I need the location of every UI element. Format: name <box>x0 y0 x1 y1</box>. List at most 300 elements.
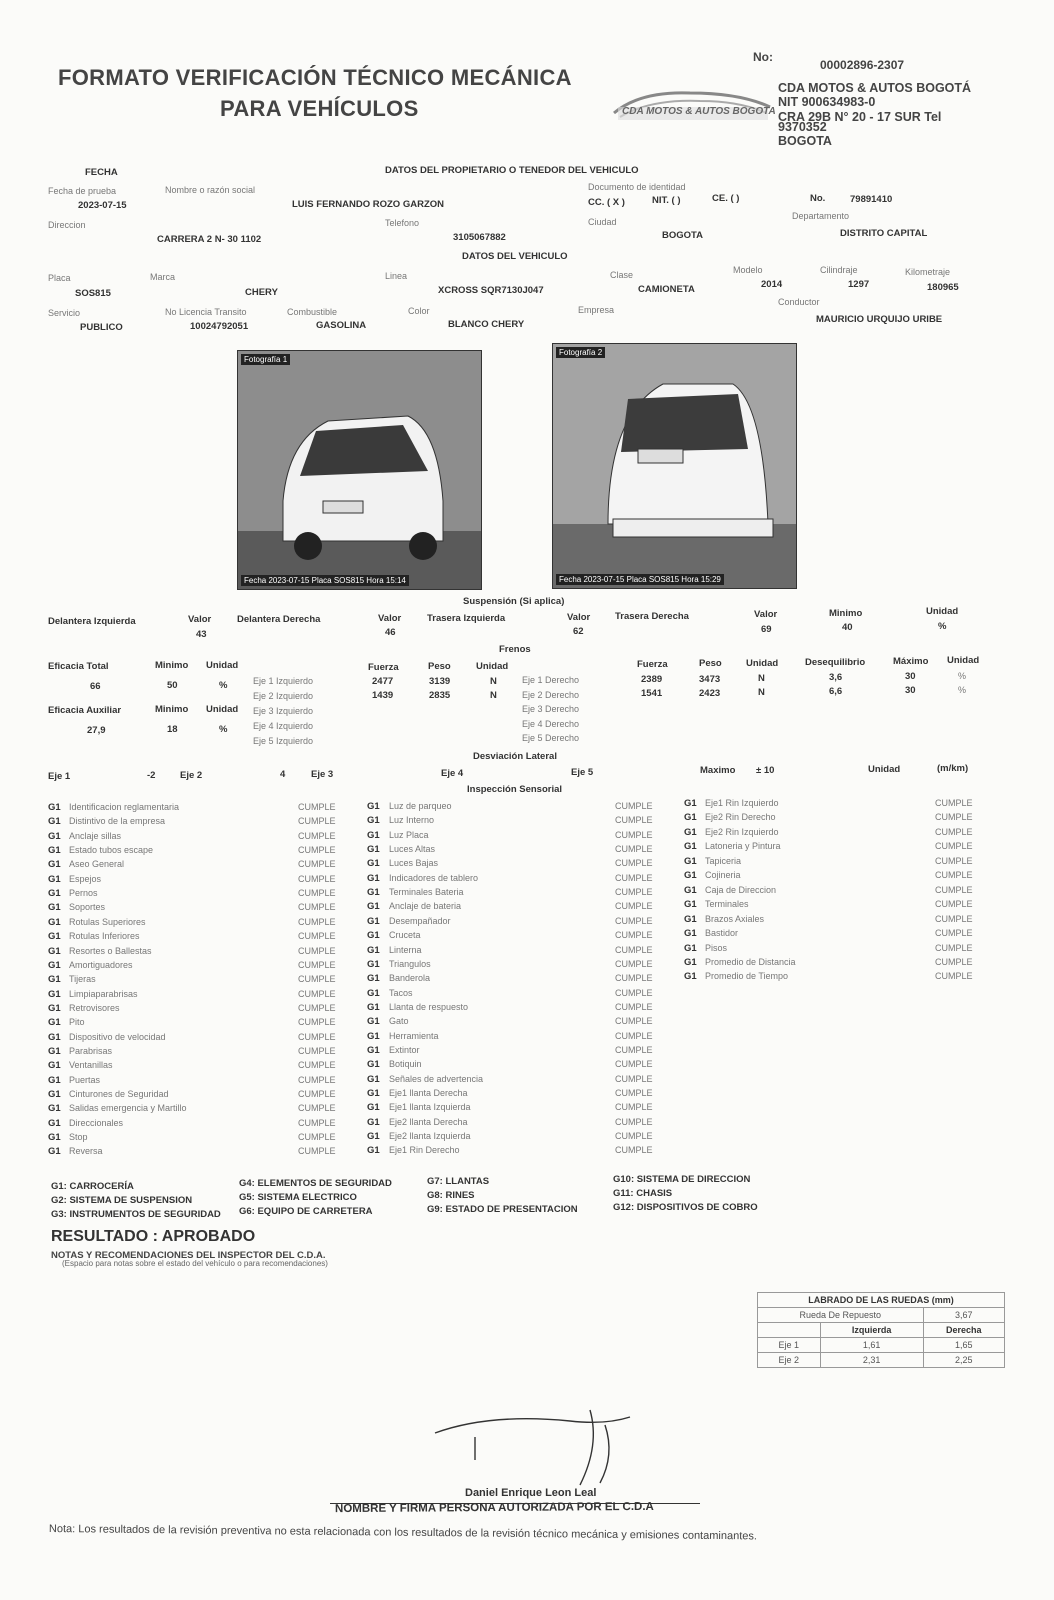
inspection-group-code: G1 <box>48 1017 61 1029</box>
brake-left-unidad: N <box>490 676 497 687</box>
susp-del-der-value: 46 <box>385 627 396 638</box>
eficacia-aux-unit: % <box>219 724 228 735</box>
inspection-group-code: G1 <box>367 1131 380 1143</box>
clase-value: CAMIONETA <box>638 284 695 295</box>
inspection-group-code: G1 <box>367 829 380 841</box>
modelo-label: Modelo <box>733 265 763 275</box>
inspection-item: Eje2 Rin Derecho <box>705 812 776 823</box>
placa-value: SOS815 <box>75 288 111 299</box>
dev-eje5-label: Eje 5 <box>571 767 594 778</box>
inspection-item: Banderola <box>389 973 431 984</box>
inspection-result: CUMPLE <box>298 916 336 927</box>
eficacia-total-value: 66 <box>90 681 101 692</box>
inspection-group-code: G1 <box>367 872 380 884</box>
doc-no-label: No. <box>810 193 826 204</box>
inspection-result: CUMPLE <box>615 829 653 840</box>
fecha-value: 2023-07-15 <box>78 200 127 211</box>
inspection-group-code: G1 <box>48 816 61 828</box>
inspection-result: CUMPLE <box>298 945 336 956</box>
licencia-label: No Licencia Transito <box>165 307 247 317</box>
inspection-item: Anclaje de bateria <box>389 901 462 912</box>
car-front-icon <box>238 351 481 589</box>
tread-spare-value: 3,67 <box>923 1308 1004 1323</box>
color-label: Color <box>408 306 430 316</box>
inspection-item: Luz Placa <box>389 829 429 840</box>
inspection-result: CUMPLE <box>298 1031 336 1042</box>
susp-valor-label: Valor <box>188 614 212 625</box>
inspection-result: CUMPLE <box>615 1116 653 1127</box>
susp-minimo-label: Minimo <box>829 608 863 619</box>
fecha-label: Fecha de prueba <box>48 186 117 196</box>
empresa-label: Empresa <box>578 305 615 315</box>
brake-right-peso: 2423 <box>699 688 721 699</box>
susp-tras-der-label: Trasera Derecha <box>615 611 689 622</box>
vehicle-section-title: DATOS DEL VEHICULO <box>462 251 568 262</box>
inspection-result: CUMPLE <box>615 1030 653 1041</box>
tread-der: 1,65 <box>923 1338 1004 1353</box>
inspection-result: CUMPLE <box>615 987 653 998</box>
conductor-value: MAURICIO URQUIJO URIBE <box>816 314 943 325</box>
inspection-item: Anclaje sillas <box>69 830 122 841</box>
susp-del-izq-label: Delantera Izquierda <box>48 616 136 627</box>
inspection-group-code: G1 <box>48 830 61 842</box>
marca-value: CHERY <box>245 287 278 298</box>
tread-title: LABRADO DE LAS RUEDAS (mm) <box>758 1293 1005 1308</box>
inspection-result: CUMPLE <box>615 1088 653 1098</box>
photo-tag: Fotografía 2 <box>556 347 605 358</box>
brakes-unidad-max-label: Unidad <box>947 655 980 666</box>
dev-eje3-label: Eje 3 <box>311 769 334 780</box>
signature-mark <box>430 1405 660 1490</box>
brakes-title: Frenos <box>499 644 531 655</box>
inspection-item: Llanta de respuesto <box>389 1001 469 1012</box>
inspection-group-code: G1 <box>367 844 380 856</box>
inspection-item: Indicadores de tablero <box>389 872 479 883</box>
depto-label: Departamento <box>792 211 850 221</box>
inspection-result: CUMPLE <box>615 815 653 826</box>
inspection-group-code: G1 <box>367 1088 380 1099</box>
inspection-result: CUMPLE <box>935 928 973 939</box>
modelo-value: 2014 <box>761 279 783 290</box>
inspection-result: CUMPLE <box>298 1103 336 1114</box>
eje-left-label: Eje 4 Izquierdo <box>253 721 314 731</box>
inspection-result: CUMPLE <box>298 845 336 856</box>
inspection-group-code: G1 <box>684 942 697 954</box>
inspection-group-code: G1 <box>48 1060 61 1072</box>
eje-right-label: Eje 1 Derecho <box>522 675 580 685</box>
inspection-result: CUMPLE <box>615 1131 653 1142</box>
cda-logo <box>610 85 778 125</box>
legend-entry: G1: CARROCERÍA <box>51 1181 134 1192</box>
inspection-result: CUMPLE <box>298 988 336 999</box>
inspection-group-code: G1 <box>684 899 697 911</box>
name-label: Nombre o razón social <box>165 185 256 195</box>
inspection-result: CUMPLE <box>298 873 336 884</box>
inspection-group-code: G1 <box>684 956 697 968</box>
inspection-group-code: G1 <box>48 1089 61 1100</box>
signature-icon <box>430 1405 660 1490</box>
eficacia-unit-label: Unidad <box>206 660 239 671</box>
inspection-group-code: G1 <box>684 928 697 940</box>
inspection-result: CUMPLE <box>935 812 973 823</box>
inspection-group-code: G1 <box>367 1102 380 1114</box>
eficacia-aux-label: Eficacia Auxiliar <box>48 705 122 716</box>
brakes-fuerza-left-label: Fuerza <box>368 662 399 673</box>
inspection-group-code: G1 <box>367 887 380 899</box>
km-label: Kilometraje <box>905 267 951 277</box>
inspection-item: Reversa <box>69 1146 103 1157</box>
susp-unidad-label: Unidad <box>926 606 959 617</box>
brake-right-unidad: N <box>758 687 765 698</box>
inspection-group-code: G1 <box>48 931 61 943</box>
legend-entry: G4: ELEMENTOS DE SEGURIDAD <box>239 1178 392 1189</box>
logo-text: CDA MOTOS & AUTOS BOGOTA <box>622 106 776 117</box>
eficacia-total-unit: % <box>219 680 228 691</box>
inspection-result: CUMPLE <box>615 944 653 955</box>
eje-left-label: Eje 3 Izquierdo <box>253 706 314 716</box>
inspection-item: Tapiceria <box>705 855 742 866</box>
inspection-item: Promedio de Tiempo <box>705 971 789 982</box>
inspection-group-code: G1 <box>684 826 697 838</box>
legend-entry: G12: DISPOSITIVOS DE COBRO <box>613 1202 758 1213</box>
inspection-group-code: G1 <box>367 944 380 956</box>
inspection-group-code: G1 <box>367 1116 380 1128</box>
brakes-peso-right-label: Peso <box>699 658 722 669</box>
inspection-result: CUMPLE <box>615 1059 653 1070</box>
company-nit: NIT 900634983-0 <box>778 95 876 109</box>
inspection-group-code: G1 <box>48 888 61 900</box>
inspection-group-code: G1 <box>367 901 380 913</box>
brake-right-fuerza: 2389 <box>641 674 663 685</box>
inspection-item: Eje1 Rin Derecho <box>389 1145 460 1156</box>
tread-depth-table <box>757 1292 1005 1368</box>
inspection-item: Soportes <box>69 902 106 913</box>
inspection-item: Amortiguadores <box>69 959 133 970</box>
company-city: BOGOTA <box>778 134 832 148</box>
nit-field: NIT. ( ) <box>652 195 681 206</box>
inspection-group-code: G1 <box>48 1031 61 1043</box>
signatory-name: Daniel Enrique Leon Leal <box>465 1487 597 1499</box>
cc-field: CC. ( X ) <box>588 197 625 208</box>
inspection-group-code: G1 <box>48 959 61 971</box>
inspection-group-code: G1 <box>684 884 697 896</box>
eje-right-label: Eje 2 Derecho <box>522 690 580 700</box>
inspection-result: CUMPLE <box>298 959 336 970</box>
brake-left-fuerza: 2477 <box>372 676 394 687</box>
brake-left-peso: 3139 <box>429 676 451 687</box>
inspection-result: CUMPLE <box>298 816 336 827</box>
inspection-result: CUMPLE <box>935 971 973 982</box>
inspection-item: Luces Bajas <box>389 858 439 869</box>
inspection-result: CUMPLE <box>615 858 653 869</box>
dev-max-label: Maximo <box>700 765 736 776</box>
inspection-item: Luces Altas <box>389 844 436 855</box>
vehicle-photo-rear <box>552 343 797 589</box>
inspection-item: Extintor <box>389 1044 420 1055</box>
inspection-item: Latoneria y Pintura <box>705 841 781 852</box>
inspection-result: CUMPLE <box>298 974 336 985</box>
inspection-group-code: G1 <box>684 971 697 983</box>
inspection-group-code: G1 <box>367 815 380 827</box>
inspection-item: Cojineria <box>705 870 741 881</box>
inspection-item: Pernos <box>69 888 98 899</box>
inspection-group-code: G1 <box>367 1059 380 1071</box>
dev-unidad-label: Unidad <box>868 764 901 775</box>
inspection-result: CUMPLE <box>935 855 973 866</box>
inspection-group-code: G1 <box>48 902 61 914</box>
brake-right-max: 30 <box>905 671 916 682</box>
tread-izq: 1,61 <box>820 1338 923 1353</box>
inspection-group-code: G1 <box>48 1132 61 1144</box>
brakes-max-label: Máximo <box>893 656 929 667</box>
inspection-result: CUMPLE <box>615 1102 653 1113</box>
inspection-item: Herramienta <box>389 1030 439 1041</box>
marca-label: Marca <box>150 272 176 282</box>
servicio-value: PUBLICO <box>80 322 123 333</box>
dev-eje2-label: Eje 2 <box>180 770 203 781</box>
inspection-item: Stop <box>69 1132 88 1143</box>
susp-del-izq-value: 43 <box>196 629 207 640</box>
inspection-result: CUMPLE <box>298 859 336 870</box>
dev-eje4-label: Eje 4 <box>441 768 464 779</box>
inspection-result: CUMPLE <box>935 841 973 852</box>
eficacia-aux-unit-label: Unidad <box>206 704 239 715</box>
brakes-unidad-right-label: Unidad <box>746 658 779 669</box>
brake-right-unidad: N <box>758 673 765 684</box>
inspection-group-code: G1 <box>684 870 697 882</box>
inspection-group-code: G1 <box>48 1002 61 1014</box>
susp-tras-der-value: 69 <box>761 624 772 635</box>
document-title-line1: FORMATO VERIFICACIÓN TÉCNICO MECÁNICA <box>58 65 572 90</box>
inspection-item: Puertas <box>69 1074 101 1085</box>
inspection-result: CUMPLE <box>935 913 973 924</box>
inspection-result: CUMPLE <box>298 1045 336 1056</box>
inspection-group-code: G1 <box>48 1045 61 1057</box>
brake-right-max: 30 <box>905 685 916 696</box>
inspection-item: Ventanillas <box>69 1060 113 1071</box>
doc-number: 00002896-2307 <box>820 58 905 72</box>
inspection-item: Rotulas Inferiores <box>69 931 140 942</box>
inspection-item: Aseo General <box>69 859 125 870</box>
owner-section-title: DATOS DEL PROPIETARIO O TENEDOR DEL VEHICULO <box>385 165 639 176</box>
inspection-result: CUMPLE <box>298 931 336 942</box>
inspection-group-code: G1 <box>367 858 380 870</box>
company-name: CDA MOTOS & AUTOS BOGOTÁ <box>778 81 972 95</box>
inspection-group-code: G1 <box>48 945 61 957</box>
eje-left-label: Eje 1 Izquierdo <box>253 676 314 686</box>
ce-field: CE. ( ) <box>712 193 740 204</box>
susp-tras-izq-label: Trasera Izquierda <box>427 613 506 624</box>
brake-left-unidad: N <box>490 690 497 701</box>
combustible-label: Combustible <box>287 307 338 317</box>
brake-right-deseq: 3,6 <box>829 672 843 683</box>
inspection-item: Triangulos <box>389 958 431 969</box>
inspection-group-code: G1 <box>48 873 61 885</box>
tread-izq: 2,31 <box>820 1353 923 1368</box>
inspection-item: Gato <box>389 1016 409 1027</box>
inspection-result: CUMPLE <box>935 956 973 967</box>
inspection-group-code: G1 <box>684 855 697 867</box>
tread-empty-cell <box>758 1323 821 1338</box>
legend-entry: G2: SISTEMA DE SUSPENSION <box>51 1195 193 1206</box>
inspection-group-code: G1 <box>367 1030 380 1042</box>
susp-valor-label: Valor <box>567 612 591 623</box>
inspection-item: Espejos <box>69 873 102 884</box>
result-text: RESULTADO : APROBADO <box>51 1228 256 1245</box>
depto-value: DISTRITO CAPITAL <box>840 228 928 239</box>
color-value: BLANCO CHERY <box>448 319 525 330</box>
inspection-item: Eje2 llanta Derecha <box>389 1116 468 1127</box>
inspection-result: CUMPLE <box>615 1001 653 1012</box>
inspection-result: CUMPLE <box>615 1073 653 1084</box>
inspection-item: Eje1 llanta Derecha <box>389 1088 468 1098</box>
inspection-item: Rotulas Superiores <box>69 916 146 927</box>
inspection-group-code: G1 <box>367 930 380 942</box>
tread-eje: Eje 2 <box>758 1353 821 1368</box>
inspection-title: Inspección Sensorial <box>467 784 563 795</box>
dev-eje1-value: -2 <box>147 770 156 781</box>
linea-value: XCROSS SQR7130J047 <box>438 285 544 296</box>
inspection-result: CUMPLE <box>615 930 653 941</box>
inspection-group-code: G1 <box>684 841 697 853</box>
brakes-peso-left-label: Peso <box>428 661 451 672</box>
inspection-item: Linterna <box>389 944 422 955</box>
brake-right-deseq: 6,6 <box>829 686 843 697</box>
inspection-item: Eje2 Rin Izquierdo <box>705 826 779 837</box>
tread-izq-header: Izquierda <box>820 1323 923 1338</box>
inspection-item: Tijeras <box>69 974 96 985</box>
doc-no-value: 79891410 <box>850 194 893 205</box>
inspection-group-code: G1 <box>367 987 380 999</box>
legend-entry: G8: RINES <box>427 1190 475 1201</box>
doc-number-label: No: <box>753 50 773 64</box>
inspection-group-code: G1 <box>48 974 61 986</box>
inspection-item: Eje2 llanta Izquierda <box>389 1131 471 1142</box>
susp-valor-label: Valor <box>378 613 402 624</box>
inspection-item: Distintivo de la empresa <box>69 816 166 827</box>
inspection-group-code: G1 <box>48 1103 61 1115</box>
licencia-value: 10024792051 <box>190 321 249 332</box>
inspection-result: CUMPLE <box>935 870 973 881</box>
inspection-item: Luz de parqueo <box>389 801 452 811</box>
inspection-result: CUMPLE <box>298 1146 336 1157</box>
vehicle-photo-front <box>237 350 482 590</box>
suspension-title: Suspensión (Si aplica) <box>463 596 565 607</box>
ciudad-value: BOGOTA <box>662 230 703 241</box>
inspection-result: CUMPLE <box>935 899 973 910</box>
combustible-value: GASOLINA <box>316 320 367 331</box>
legend-entry: G5: SISTEMA ELECTRICO <box>239 1192 357 1203</box>
inspection-item: Tacos <box>389 987 413 998</box>
dev-eje2-value: 4 <box>280 769 286 780</box>
inspection-group-code: G1 <box>367 1145 380 1157</box>
inspection-result: CUMPLE <box>298 1132 336 1143</box>
inspection-result: CUMPLE <box>935 884 973 895</box>
inspection-result: CUMPLE <box>298 902 336 913</box>
dev-unidad-value: (m/km) <box>937 763 969 774</box>
inspection-item: Desempañador <box>389 915 451 926</box>
document-title-line2: PARA VEHÍCULOS <box>220 96 419 121</box>
inspection-result: CUMPLE <box>298 1017 336 1028</box>
inspection-item: Cinturones de Seguridad <box>69 1089 169 1099</box>
cilindraje-label: Cilindraje <box>820 265 858 275</box>
inspection-item: Eje1 llanta Izquierda <box>389 1102 471 1113</box>
inspection-group-code: G1 <box>48 1146 61 1158</box>
inspection-result: CUMPLE <box>615 887 653 898</box>
inspection-group-code: G1 <box>367 801 380 812</box>
inspection-result: CUMPLE <box>935 942 973 953</box>
photo-caption: Fecha 2023-07-15 Placa SOS815 Hora 15:14 <box>241 575 409 586</box>
brakes-fuerza-right-label: Fuerza <box>637 659 668 670</box>
brake-right-unit: % <box>958 685 967 695</box>
inspection-group-code: G1 <box>48 845 61 857</box>
inspection-result: CUMPLE <box>298 830 336 841</box>
inspection-group-code: G1 <box>48 1074 61 1086</box>
inspection-item: Direccionales <box>69 1117 124 1128</box>
photo-caption: Fecha 2023-07-15 Placa SOS815 Hora 15:29 <box>556 574 724 585</box>
dev-max-value: ± 10 <box>756 765 775 776</box>
inspection-result: CUMPLE <box>615 1044 653 1055</box>
legend-entry: G9: ESTADO DE PRESENTACION <box>427 1204 578 1215</box>
legend-entry: G10: SISTEMA DE DIRECCION <box>613 1174 751 1185</box>
inspection-result: CUMPLE <box>615 872 653 883</box>
susp-unidad-value: % <box>938 621 947 632</box>
inspection-group-code: G1 <box>684 798 697 809</box>
inspection-group-code: G1 <box>48 1117 61 1129</box>
inspection-result: CUMPLE <box>615 1016 653 1027</box>
susp-valor-label: Valor <box>754 609 778 620</box>
eje-left-label: Eje 5 Izquierdo <box>253 736 314 746</box>
brake-right-fuerza: 1541 <box>641 688 663 699</box>
inspection-item: Salidas emergencia y Martillo <box>69 1103 187 1114</box>
tread-der: 2,25 <box>923 1353 1004 1368</box>
company-phone: 9370352 <box>778 120 827 134</box>
inspection-result: CUMPLE <box>615 958 653 969</box>
fecha-section: FECHA <box>85 167 118 178</box>
inspection-group-code: G1 <box>367 1044 380 1056</box>
conductor-label: Conductor <box>778 297 820 307</box>
inspection-result: CUMPLE <box>298 1060 336 1071</box>
eficacia-aux-value: 27,9 <box>87 725 106 736</box>
notes-subtitle: (Espacio para notas sobre el estado del vehículo o para recomendaciones) <box>62 1259 328 1268</box>
notes-title: NOTAS Y RECOMENDACIONES DEL INSPECTOR DEL C.D.A. <box>51 1250 326 1261</box>
servicio-label: Servicio <box>48 308 81 318</box>
inspection-group-code: G1 <box>367 1001 380 1013</box>
brake-left-peso: 2835 <box>429 690 451 701</box>
susp-del-der-label: Delantera Derecha <box>237 614 321 625</box>
telefono-value: 3105067882 <box>453 232 506 243</box>
inspection-item: Caja de Direccion <box>705 884 777 895</box>
inspection-item: Terminales Bateria <box>389 887 464 898</box>
inspection-result: CUMPLE <box>615 901 653 912</box>
inspection-item: Bastidor <box>705 928 739 939</box>
inspection-item: Pito <box>69 1017 85 1028</box>
telefono-label: Telefono <box>385 218 420 228</box>
company-address: CRA 29B N° 20 - 17 SUR Tel <box>778 110 942 124</box>
inspection-item: Luz Interno <box>389 815 435 826</box>
car-logo-icon <box>610 85 778 125</box>
inspection-group-code: G1 <box>48 916 61 928</box>
eficacia-total-min: 50 <box>167 680 178 691</box>
direccion-value: CARRERA 2 N- 30 1102 <box>157 234 262 245</box>
inspection-result: CUMPLE <box>298 1117 336 1128</box>
inspection-result: CUMPLE <box>298 1074 336 1085</box>
legend-entry: G7: LLANTAS <box>427 1176 490 1187</box>
brake-right-peso: 3473 <box>699 674 721 685</box>
susp-minimo-value: 40 <box>842 622 853 633</box>
tread-der-header: Derecha <box>923 1323 1004 1338</box>
inspection-group-code: G1 <box>684 913 697 925</box>
